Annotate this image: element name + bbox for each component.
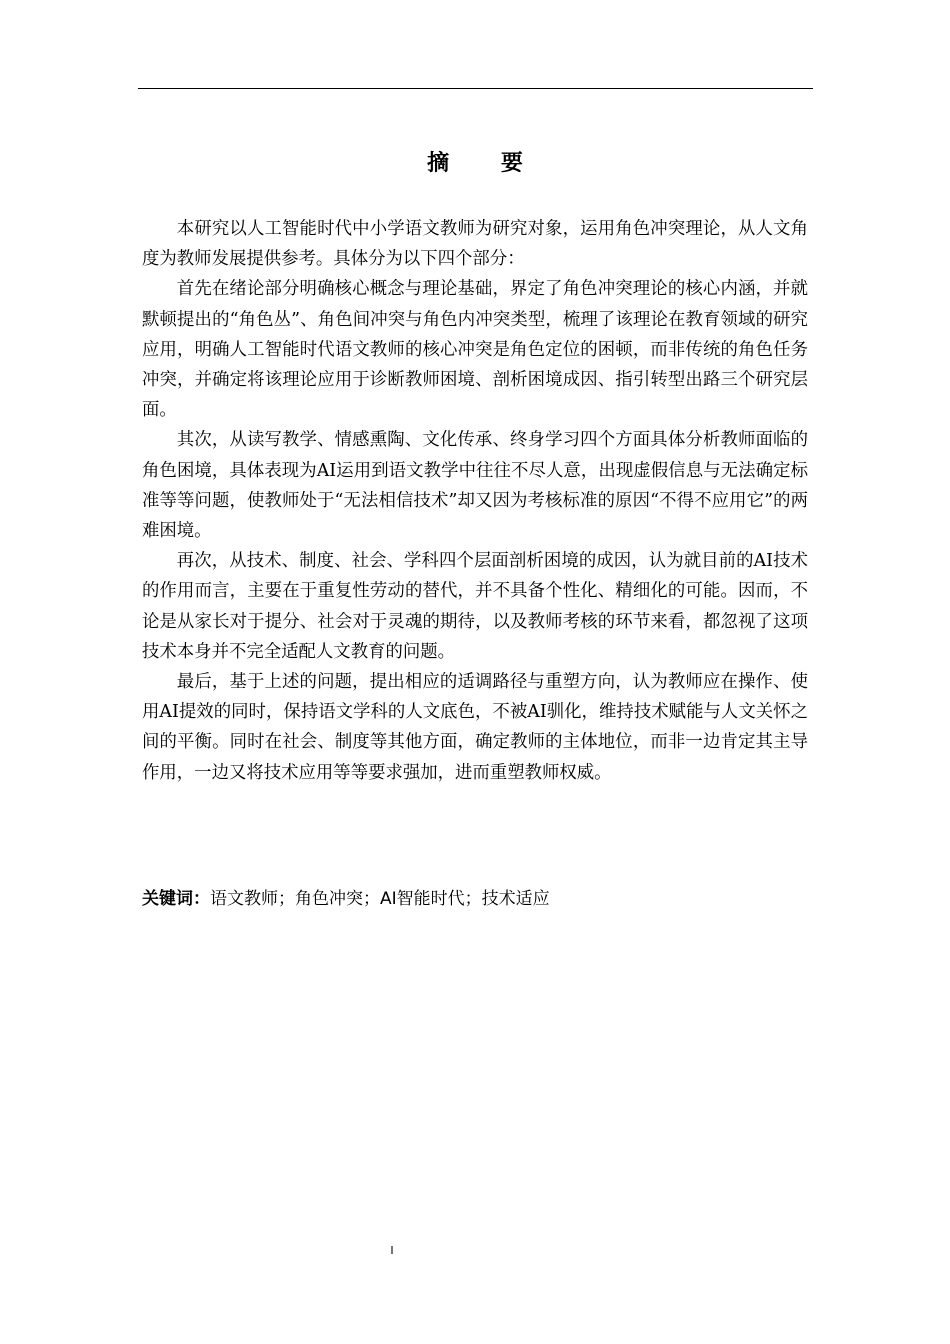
abstract-paragraph-last: 最后，基于上述的问题，提出相应的适调路径与重塑方向，认为教师应在操作、使用AI提效的同时，保持语文学科的人文底色，不被AI驯化，维持技术赋能与人文关怀之间的平衡。同时在社会、制度等其他方面，确定教师的主体地位，而非一边肯定其主导作用，一边又将技术应用等等要求强加，进而重塑教师权威。 (142, 672, 808, 783)
page-title: 摘 要 (427, 151, 545, 176)
keywords-label: 关键词： (142, 889, 210, 909)
abstract-paragraph-second: 其次，从读写教学、情感熏陶、文化传承、终身学习四个方面具体分析教师面临的角色困境，具体表现为AI运用到语文教学中往往不尽人意，出现虚假信息与无法确定标准等等问题，使教师处于“无法相信技术”却又因为考核标准的原因“不得不应用它”的两难困境。 (142, 430, 808, 542)
page-number: I (390, 1244, 394, 1257)
abstract-body (142, 214, 808, 788)
keywords-text: 语文教师；角色冲突；AI智能时代；技术适应 (210, 889, 550, 909)
header-rule (138, 88, 813, 89)
abstract-paragraph-intro: 本研究以人工智能时代中小学语文教师为研究对象，运用角色冲突理论，从人文角度为教师发展提供参考。具体分为以下四个部分： (142, 219, 808, 270)
abstract-paragraph-first: 首先在绪论部分明确核心概念与理论基础，界定了角色冲突理论的核心内涵，并就默顿提出的“角色丛”、角色间冲突与角色内冲突类型，梳理了该理论在教育领域的研究应用，明确人工智能时代语文教师的核心冲突是角色定位的困顿，而非传统的角色任务冲突，并确定将该理论应用于诊断教师困境、剖析困境成因、指引转型出路三个研究层面。 (142, 279, 808, 421)
abstract-paragraph-third: 再次，从技术、制度、社会、学科四个层面剖析困境的成因，认为就目前的AI技术的作用而言，主要在于重复性劳动的替代，并不具备个性化、精细化的可能。因而，不论是从家长对于提分、社会对于灵魂的期待，以及教师考核的环节来看，都忽视了这项技术本身并不完全适配人文教育的问题。 (142, 551, 808, 662)
keywords-line (142, 884, 808, 914)
